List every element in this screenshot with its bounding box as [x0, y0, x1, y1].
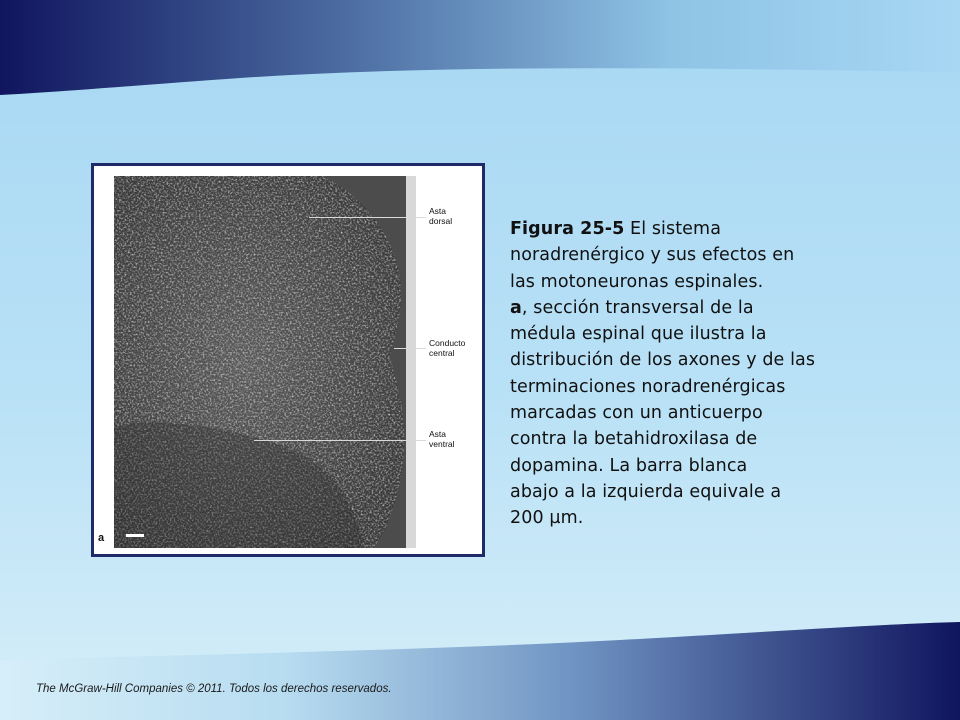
caption-line: abajo a la izquierda equivale a — [510, 481, 782, 502]
caption-line: 200 µm. — [510, 508, 584, 529]
leader-line-dorsal — [309, 217, 426, 218]
caption-line: contra la betahidroxilasa de — [510, 429, 758, 450]
label-conducto-central: Conducto central — [429, 338, 466, 358]
panel-letter: a — [98, 532, 105, 544]
caption-panel-ref: a — [510, 297, 522, 318]
caption-line: terminaciones noradrenérgicas — [510, 376, 786, 397]
spinal-cord-micrograph — [114, 176, 416, 548]
caption-line: médula espinal que ilustra la — [510, 324, 767, 345]
copyright-footer: The McGraw-Hill Companies © 2011. Todos los derechos reservados. — [36, 683, 392, 695]
bottom-decorative-band — [0, 610, 960, 720]
top-decorative-band — [0, 0, 960, 110]
figure-panel — [91, 163, 485, 557]
scale-bar — [126, 534, 144, 537]
caption-line: distribución de los axones y de las — [510, 350, 816, 371]
figure-caption — [510, 216, 882, 532]
caption-line: El sistema — [630, 219, 722, 239]
caption-line: noradrenérgico y sus efectos en — [510, 245, 795, 266]
caption-line: , sección transversal de la — [521, 297, 754, 318]
label-asta-ventral: Asta ventral — [429, 429, 455, 449]
caption-title: Figura 25-5 — [510, 219, 625, 239]
caption-line: dopamina. La barra blanca — [510, 455, 748, 476]
caption-line: marcadas con un anticuerpo — [510, 403, 763, 424]
leader-line-ventral — [254, 440, 426, 441]
label-asta-dorsal: Asta dorsal — [429, 206, 453, 226]
leader-line-central — [394, 348, 426, 349]
caption-line: las motoneuronas espinales. — [510, 271, 764, 292]
